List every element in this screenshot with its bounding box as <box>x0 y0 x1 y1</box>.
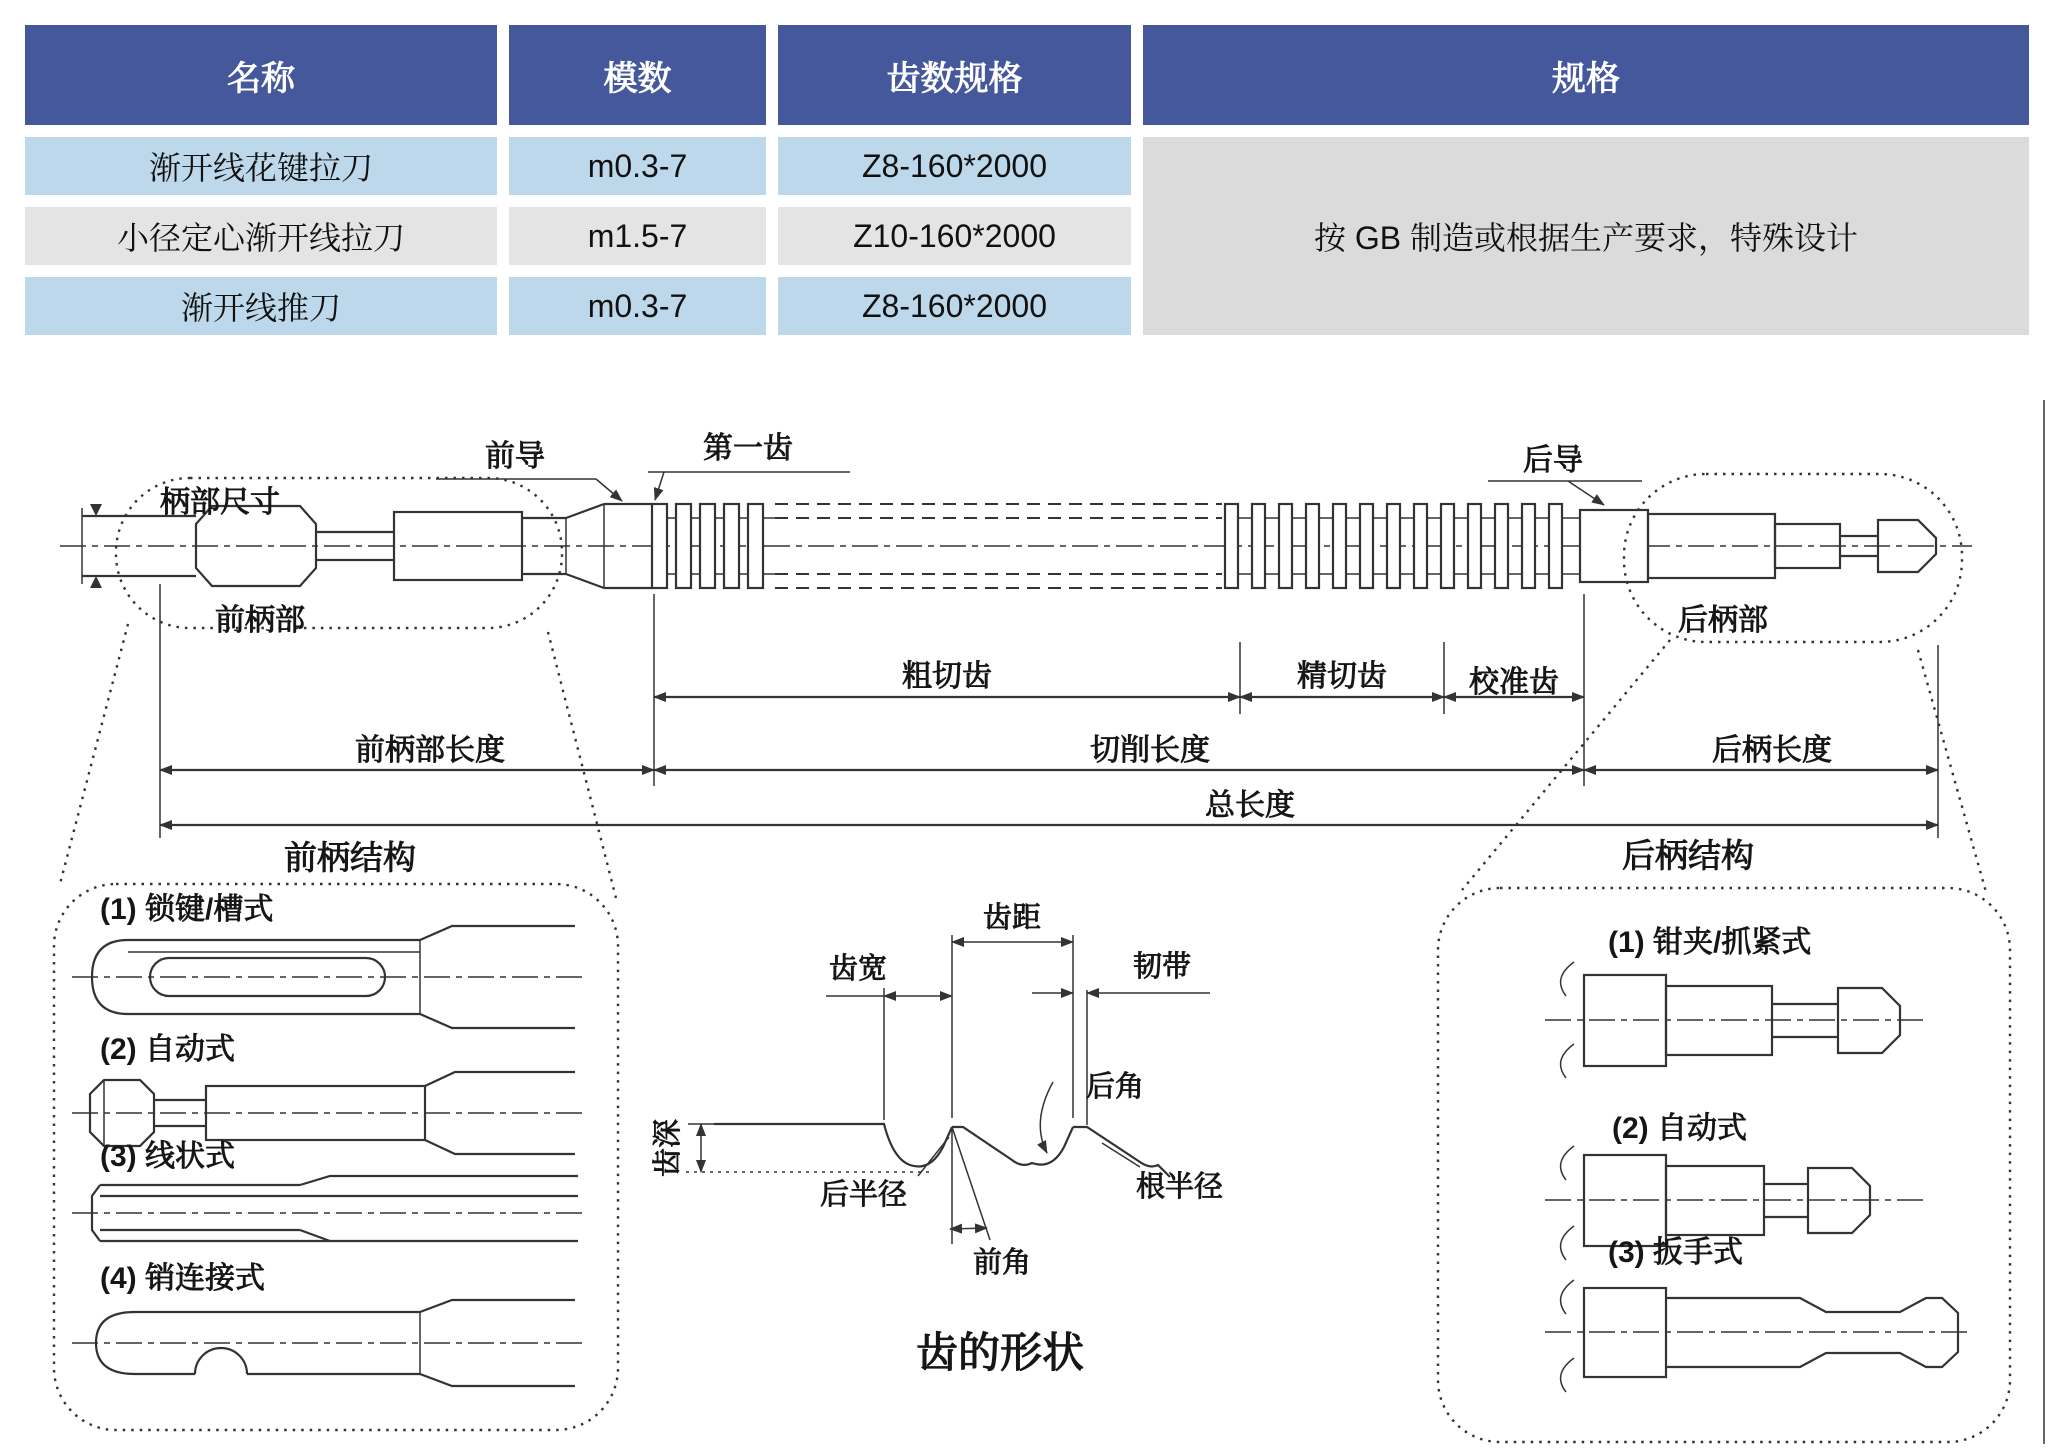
label-total-length: 总长度 <box>1205 789 1295 822</box>
label-cutting-length: 切削长度 <box>1090 734 1210 767</box>
label-first-tooth: 第一齿 <box>703 432 793 465</box>
front-structure-item-1: (1) 锁键/槽式 <box>100 893 274 926</box>
header-spec: 规格 <box>1143 25 2029 125</box>
cell-module: m0.3-7 <box>509 137 766 195</box>
label-front-shank: 前柄部 <box>215 604 305 637</box>
label-front-shank-length: 前柄部长度 <box>355 734 505 767</box>
label-rear-shank: 后柄部 <box>1678 604 1768 637</box>
cell-module: m1.5-7 <box>509 207 766 265</box>
callout-leaders <box>436 472 1642 505</box>
label-root-radius: 根半径 <box>1136 1171 1224 1203</box>
label-tooth-depth: 齿深 <box>652 1118 685 1177</box>
detail-capsules <box>60 474 1986 898</box>
header-teeth-spec: 齿数规格 <box>778 25 1131 125</box>
label-front-guide: 前导 <box>485 440 545 473</box>
front-structure-title: 前柄结构 <box>284 839 416 876</box>
dimension-lines <box>160 584 1938 838</box>
front-structure-item-2: (2) 自动式 <box>100 1033 235 1066</box>
label-finish-teeth: 精切齿 <box>1297 660 1387 693</box>
rear-structure-panel <box>1438 888 2010 1442</box>
cell-teeth-spec: Z8-160*2000 <box>778 277 1131 335</box>
label-shank-size: 柄部尺寸 <box>160 486 280 519</box>
label-back-angle: 后角 <box>1086 1071 1145 1103</box>
cell-name: 渐开线花键拉刀 <box>25 137 497 195</box>
label-land: 韧带 <box>1132 951 1192 983</box>
rear-structure-title: 后柄结构 <box>1622 837 1754 874</box>
cell-module: m0.3-7 <box>509 277 766 335</box>
label-rear-guide: 后导 <box>1523 444 1583 477</box>
header-module: 模数 <box>509 25 766 125</box>
label-rear-shank-length: 后柄长度 <box>1712 734 1832 767</box>
cell-name: 小径定心渐开线拉刀 <box>25 207 497 265</box>
cell-teeth-spec: Z10-160*2000 <box>778 207 1131 265</box>
cell-teeth-spec: Z8-160*2000 <box>778 137 1131 195</box>
cell-name: 渐开线推刀 <box>25 277 497 335</box>
header-name: 名称 <box>25 25 497 125</box>
rear-structure-item-1: (1) 钳夹/抓紧式 <box>1608 926 1812 959</box>
cell-spec-note: 按 GB 制造或根据生产要求，特殊设计 <box>1143 137 2029 335</box>
label-calibration-teeth: 校准齿 <box>1469 666 1559 699</box>
front-structure-item-3: (3) 线状式 <box>100 1140 235 1173</box>
rear-teeth-group <box>1225 504 1562 588</box>
rear-structure-item-2: (2) 自动式 <box>1612 1112 1747 1145</box>
label-tooth-width: 齿宽 <box>828 953 888 985</box>
label-rough-teeth: 粗切齿 <box>902 660 992 693</box>
label-front-angle: 前角 <box>972 1247 1032 1279</box>
label-tooth-pitch: 齿距 <box>982 902 1042 934</box>
label-back-radius: 后半径 <box>820 1179 908 1211</box>
tooth-shape-title: 齿的形状 <box>915 1329 1085 1376</box>
front-structure-item-4: (4) 销连接式 <box>100 1262 265 1295</box>
rear-structure-item-3: (3) 扳手式 <box>1608 1236 1743 1269</box>
broach-profile <box>60 504 1972 588</box>
